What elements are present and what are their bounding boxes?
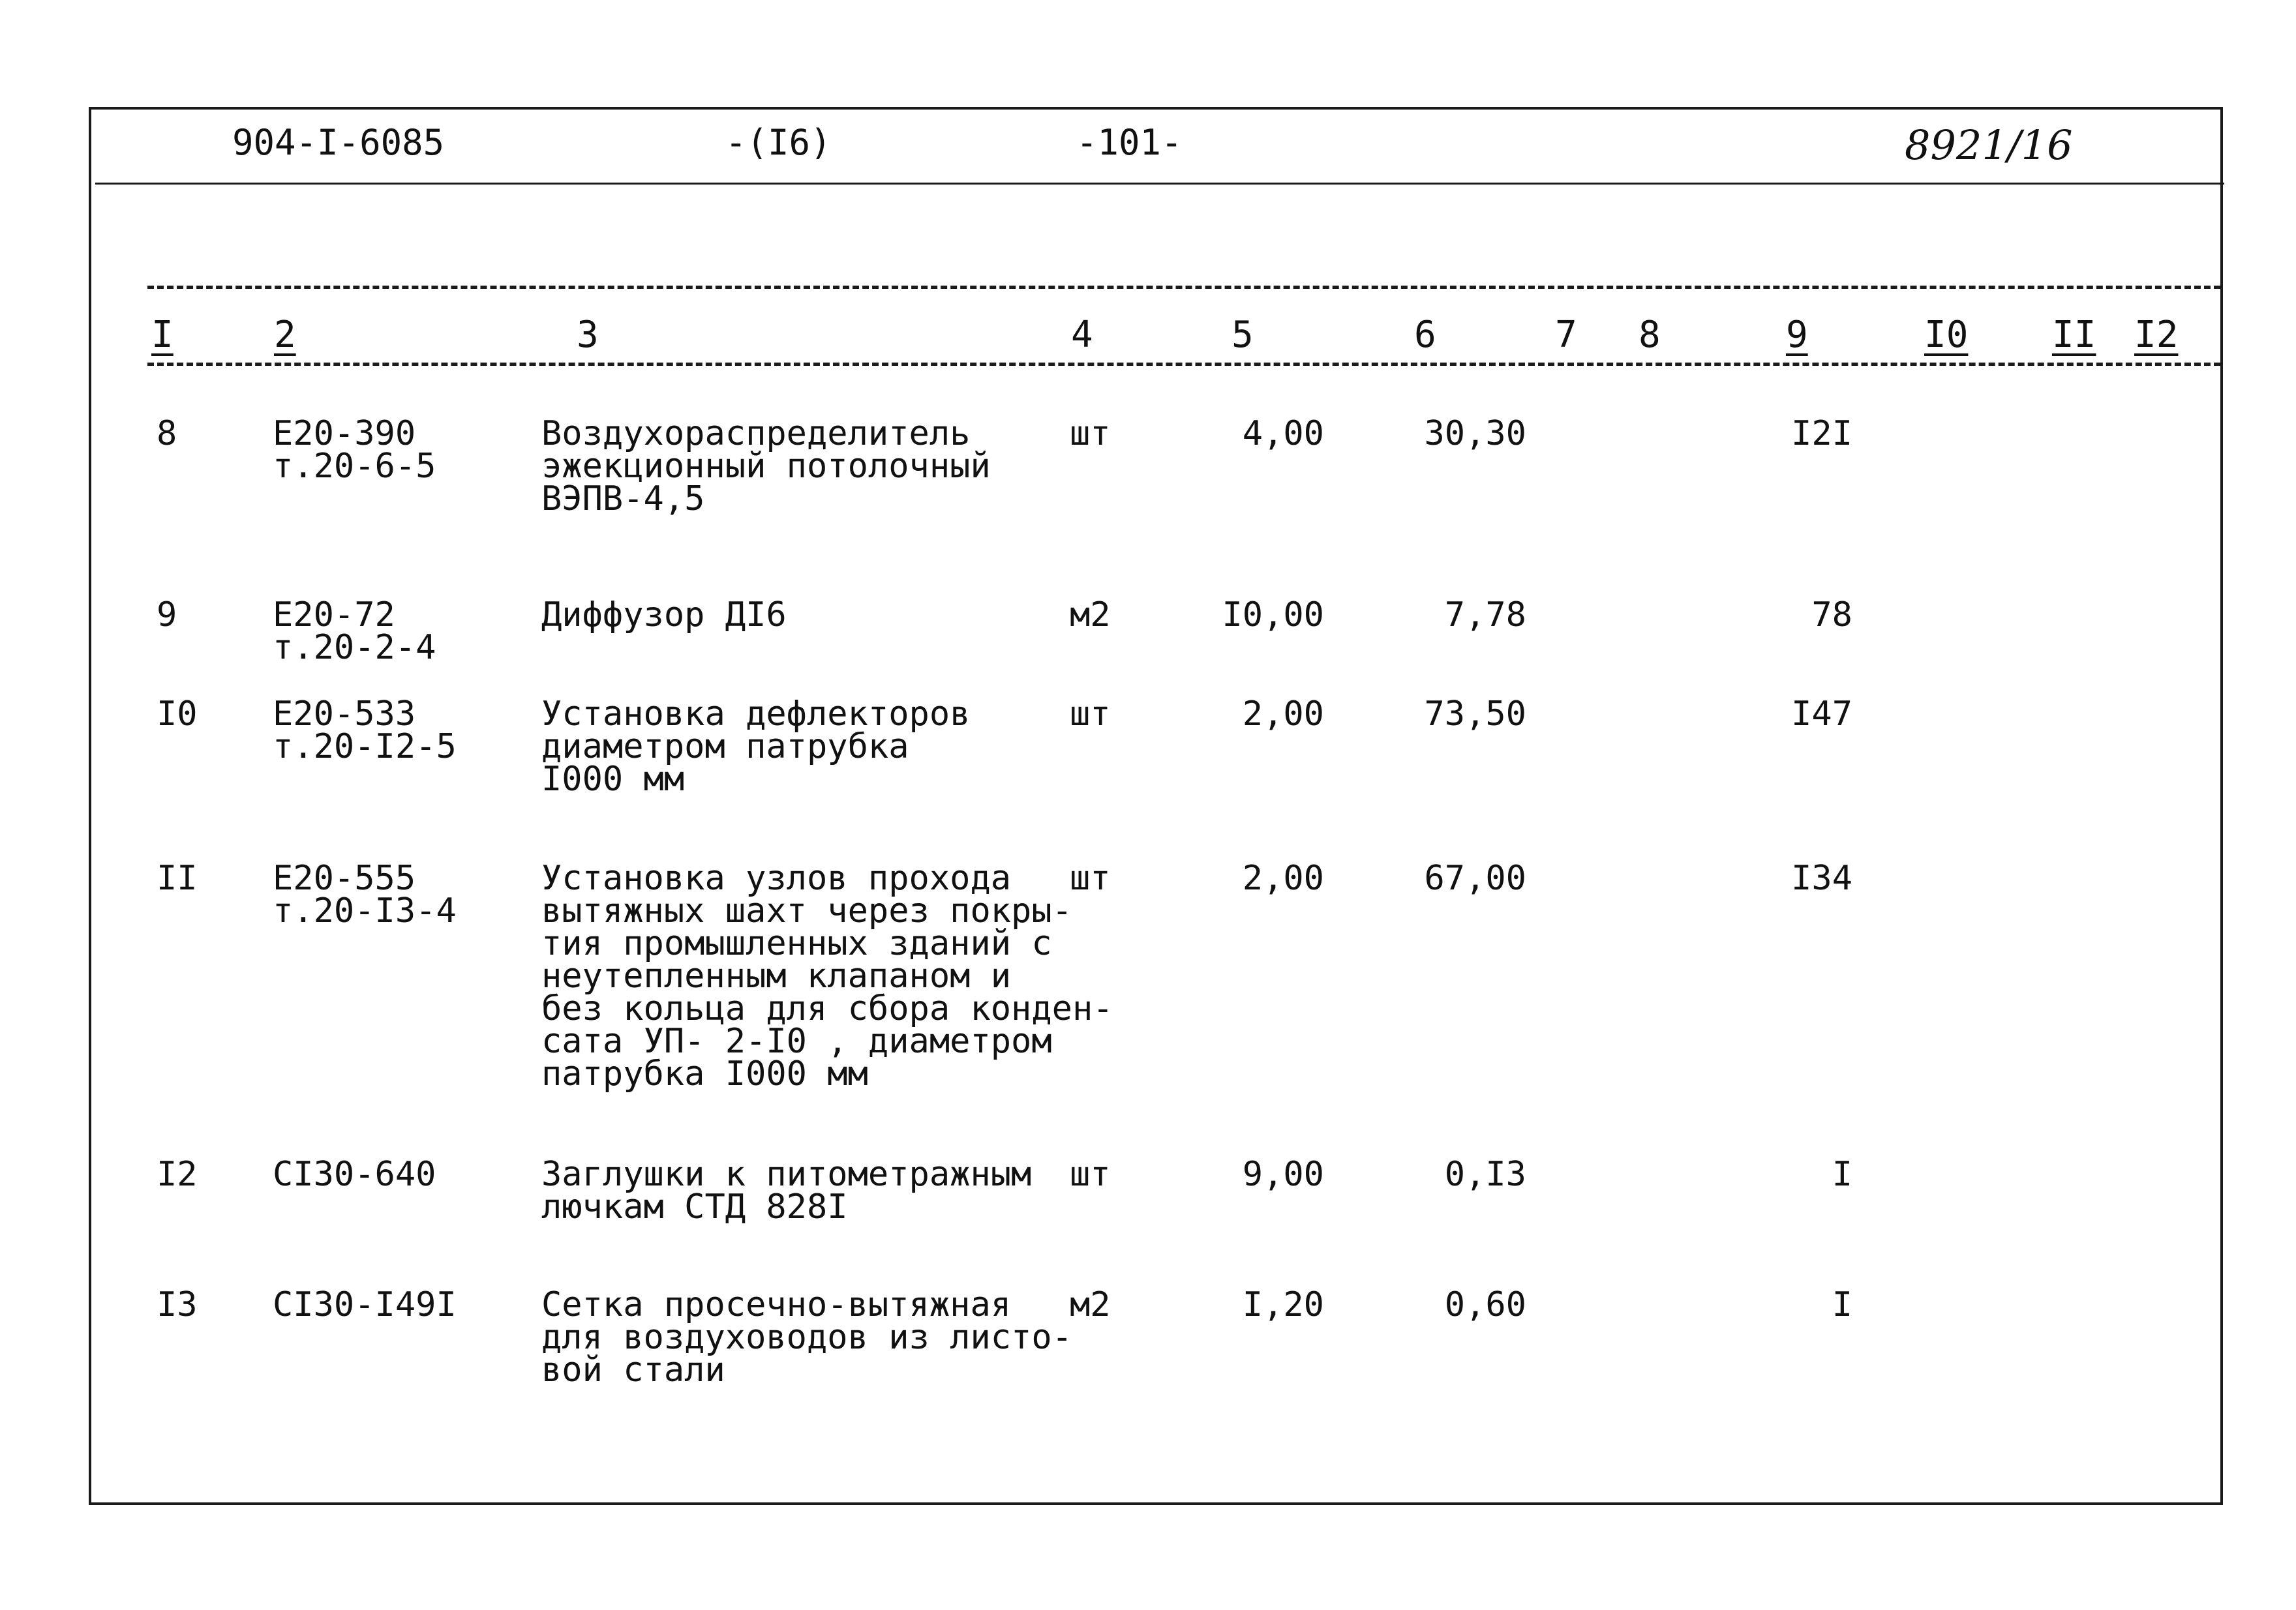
sheet-number: -(I6) (725, 122, 832, 163)
quantity: 2,00 (1242, 859, 1324, 898)
column-number-8: 8 (1639, 314, 1661, 356)
row-number: 9 (157, 595, 177, 634)
row-number: I3 (157, 1285, 198, 1324)
work-description: Сетка просечно-вытяжная для воздуховодов из листо- вой стали (541, 1285, 1072, 1390)
column-number-9: 9 (1786, 314, 1808, 356)
unit-price: 67,00 (1424, 859, 1526, 898)
archive-number: 8921/16 (1905, 121, 2073, 169)
column-number-4: 4 (1071, 314, 1093, 356)
norm-code: СI30-I49I (273, 1285, 457, 1324)
header-rule (95, 183, 2224, 185)
quantity: I0,00 (1222, 595, 1324, 634)
unit-price: 0,60 (1444, 1285, 1526, 1324)
row-number: 8 (157, 414, 177, 453)
work-description: Заглушки к питометражным лючкам СТД 828I (541, 1155, 1032, 1227)
unit-price: 30,30 (1424, 414, 1526, 453)
unit-price: 7,78 (1444, 595, 1526, 634)
total-cost: I (1832, 1285, 1852, 1324)
header-dash-top (147, 286, 2220, 289)
norm-code: Е20-72 т.20-2-4 (273, 595, 436, 667)
unit-price: 73,50 (1424, 694, 1526, 734)
row-number: I2 (157, 1155, 198, 1194)
row-number: I0 (157, 694, 198, 734)
norm-code: СI30-640 (273, 1155, 436, 1194)
quantity: I,20 (1242, 1285, 1324, 1324)
column-number-7: 7 (1555, 314, 1577, 356)
total-cost: I2I (1791, 414, 1852, 453)
unit: м2 (1070, 595, 1111, 634)
norm-code: Е20-533 т.20-I2-5 (273, 694, 457, 766)
unit: шт (1070, 859, 1111, 898)
header-dash-bottom (147, 363, 2220, 366)
quantity: 9,00 (1242, 1155, 1324, 1194)
column-number-6: 6 (1414, 314, 1436, 356)
column-number-1: I (151, 314, 174, 356)
total-cost: I (1832, 1155, 1852, 1194)
unit-price: 0,I3 (1444, 1155, 1526, 1194)
total-cost: I47 (1791, 694, 1852, 734)
unit: м2 (1070, 1285, 1111, 1324)
column-number-12: I2 (2134, 314, 2179, 356)
column-number-3: 3 (577, 314, 599, 356)
quantity: 2,00 (1242, 694, 1324, 734)
row-number: II (157, 859, 198, 898)
page-number: -101- (1076, 122, 1183, 163)
column-number-2: 2 (274, 314, 296, 356)
total-cost: I34 (1791, 859, 1852, 898)
work-description: Воздухораспределитель эжекционный потолочный ВЭПВ-4,5 (541, 414, 991, 518)
norm-code: Е20-390 т.20-6-5 (273, 414, 436, 486)
unit: шт (1070, 414, 1111, 453)
unit: шт (1070, 694, 1111, 734)
column-number-5: 5 (1231, 314, 1254, 356)
work-description: Установка узлов прохода вытяжных шахт через покры- тия промышленных зданий с неутепленным клапаном и без кольца для сбора конден- сата УП- 2-I0 , диаметром патрубка I000 мм (541, 859, 1113, 1094)
total-cost: 78 (1811, 595, 1852, 634)
project-code: 904-I-6085 (232, 122, 445, 163)
norm-code: Е20-555 т.20-I3-4 (273, 859, 457, 931)
quantity: 4,00 (1242, 414, 1324, 453)
column-number-10: I0 (1924, 314, 1969, 356)
unit: шт (1070, 1155, 1111, 1194)
column-number-11: II (2052, 314, 2096, 356)
work-description: Установка дефлекторов диаметром патрубка I000 мм (541, 694, 971, 799)
work-description: Диффузор ДI6 (541, 595, 787, 634)
